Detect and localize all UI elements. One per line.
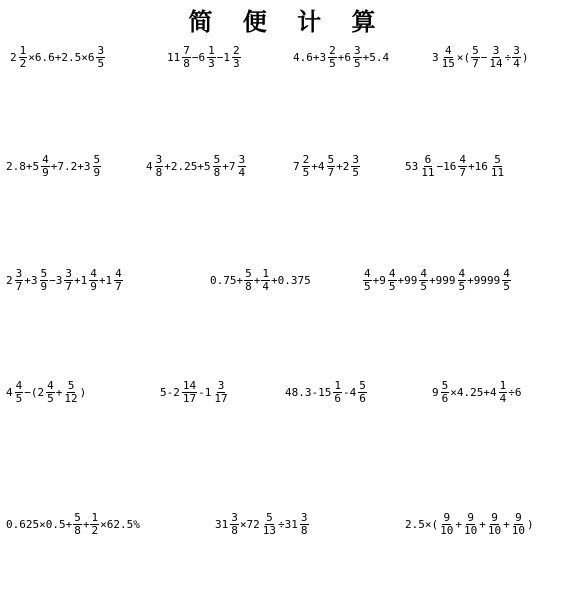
fraction-numerator: 1 [334,379,341,392]
fraction-numerator: 3 [65,267,72,280]
fraction-numerator: 4 [42,153,49,166]
fraction [333,380,342,405]
operator-text: ÷ [504,51,512,64]
fraction-numerator: 2 [329,44,336,57]
whole-number: 5 [32,160,40,173]
whole-number: 9999 [473,274,501,287]
whole-number: 3 [432,51,439,64]
fraction-denominator: 5 [458,280,466,293]
whole-number: 4 [6,386,13,399]
whole-number: 7 [293,160,300,173]
fraction-numerator: 5 [74,511,81,524]
operator-text: + [74,274,81,287]
fraction-denominator: 12 [64,392,78,405]
fraction-numerator: 4 [115,267,122,280]
fraction-numerator: 7 [183,44,190,57]
fraction [46,380,55,405]
fraction [302,154,311,179]
fraction [502,268,511,293]
operator-text: + [467,274,474,287]
fraction-denominator: 2 [19,57,27,70]
fraction [213,154,222,179]
fraction-denominator: 8 [74,524,81,537]
operator-text: + [82,518,90,531]
operator-text: − [191,51,199,64]
fraction-numerator: 5 [266,511,273,524]
operator-text: + [55,386,63,399]
operator-text: + [336,160,343,173]
fraction-numerator: 1 [91,511,99,524]
fraction-denominator: 7 [327,166,335,179]
fraction [213,380,228,405]
operator-text: + [455,518,462,531]
whole-number: 99 [404,274,418,287]
fraction-denominator: 7 [115,280,122,293]
fraction-numerator: 3 [354,44,361,57]
fraction [155,154,164,179]
fraction-denominator: 6 [334,392,341,405]
fraction-denominator: 9 [90,280,97,293]
fraction [351,154,360,179]
fraction [419,268,428,293]
operator-text: + [372,274,380,287]
operator-text: 5- [160,386,174,399]
problem-expression [6,154,102,179]
fraction-numerator: 4 [364,267,371,280]
whole-number: 53 [405,160,419,173]
fraction-denominator: 8 [213,166,221,179]
whole-number: 999 [435,274,456,287]
fraction-denominator: 6 [359,392,366,405]
problem-expression [215,512,310,537]
fraction [232,45,241,70]
fraction-denominator: 6 [441,392,449,405]
operator-text: + [311,160,318,173]
fraction [244,268,253,293]
operator-text: ×( [456,51,471,64]
operator-text: ÷ [278,518,285,531]
fraction-numerator: 14 [182,379,197,392]
fraction-denominator: 8 [183,57,190,70]
fraction-numerator: 5 [67,379,75,392]
fraction-denominator: 5 [302,166,310,179]
operator-text: − [436,160,444,173]
fraction-denominator: 3 [208,57,215,70]
whole-number: 11 [167,51,181,64]
operator-text: + [98,274,106,287]
problem-expression [405,154,506,179]
operator-text: +2.25+ [164,160,204,173]
fraction-numerator: 5 [472,44,479,57]
fraction-numerator: 9 [467,511,474,524]
whole-number: 72 [246,518,260,531]
operator-text: ×4.25+ [450,386,490,399]
fraction-numerator: 4 [15,379,23,392]
fraction [471,45,480,70]
fraction-denominator: 8 [245,280,252,293]
fraction-numerator: 3 [492,44,500,57]
operator-text: 2.5×( [405,518,439,531]
fraction [439,512,454,537]
fraction-numerator: 4 [420,267,427,280]
fraction-numerator: 5 [93,153,101,166]
fraction [207,45,216,70]
problem-expression [10,45,106,70]
fraction-numerator: 2 [302,153,310,166]
fraction [463,512,478,537]
operator-text: + [253,274,261,287]
fraction-denominator: 5 [388,280,396,293]
whole-number: 7 [228,160,236,173]
operator-text: −( [24,386,38,399]
problem-expression [285,380,368,405]
fraction [511,512,526,537]
fraction-numerator: 5 [327,153,335,166]
operator-text: − [480,51,488,64]
problem-expression [432,380,522,405]
fraction-denominator: 11 [421,166,435,179]
fraction [512,45,521,70]
fraction-numerator: 5 [245,267,252,280]
fraction-denominator: 11 [490,166,505,179]
fraction-denominator: 10 [487,524,502,537]
operator-text: + [503,518,510,531]
whole-number: 1 [105,274,113,287]
problem-expression [405,512,534,537]
problem-expression [210,268,311,293]
fraction-denominator: 9 [40,280,48,293]
fraction-denominator: 7 [472,57,479,70]
fraction-denominator: 8 [300,524,308,537]
whole-number: 4 [490,386,497,399]
fraction [358,380,367,405]
whole-number: 1 [204,386,212,399]
fraction-numerator: 5 [359,379,366,392]
fraction [182,45,191,70]
fraction-denominator: 4 [262,280,269,293]
fraction-denominator: 5 [97,57,105,70]
fraction-numerator: 4 [444,44,452,57]
operator-text: +7.2+ [50,160,84,173]
operator-text: + [479,518,486,531]
fraction [89,268,98,293]
problem-expression [6,268,124,293]
fraction [73,512,82,537]
fraction [499,380,508,405]
whole-number: 2 [37,386,45,399]
operator-text: × [239,518,247,531]
fraction [441,45,456,70]
whole-number: 6 [198,51,206,64]
fraction [458,268,467,293]
fraction [363,268,372,293]
problem-expression [362,268,512,293]
whole-number: 2 [10,51,17,64]
fraction-denominator: 2 [91,524,99,537]
fraction [420,154,435,179]
fraction-denominator: 10 [464,524,478,537]
fraction [458,154,467,179]
fraction-numerator: 3 [513,44,520,57]
fraction-denominator: 10 [511,524,525,537]
fraction-denominator: 5 [329,57,336,70]
fraction [41,154,50,179]
fraction-numerator: 3 [15,267,23,280]
whole-number: 5 [204,160,211,173]
fraction [40,268,49,293]
problem-expression [432,45,529,70]
fraction-numerator: 2 [233,44,240,57]
fraction-numerator: 4 [90,267,97,280]
operator-text: +5.4 [362,51,390,64]
fraction-denominator: 5 [352,166,359,179]
fraction-denominator: 8 [231,524,238,537]
whole-number: 9 [432,386,439,399]
fraction [388,268,397,293]
fraction [490,154,505,179]
fraction-denominator: 17 [182,392,197,405]
fraction [327,154,336,179]
fraction-denominator: 15 [441,57,455,70]
fraction-numerator: 3 [97,44,105,57]
fraction-numerator: 4 [458,267,466,280]
fraction [441,380,450,405]
fraction-numerator: 1 [208,44,215,57]
whole-number: 3 [30,274,38,287]
fraction [262,512,277,537]
whole-number: 3 [55,274,63,287]
whole-number: 16 [474,160,488,173]
operator-text: + [24,274,31,287]
fraction-denominator: 7 [459,166,466,179]
operator-text: ×6.6+2.5× [28,51,88,64]
fraction-numerator: 3 [352,153,359,166]
whole-number: 4 [317,160,325,173]
fraction [19,45,28,70]
fraction-numerator: 3 [231,511,238,524]
fraction-numerator: 9 [491,511,498,524]
problem-expression [6,380,86,405]
fraction [64,268,73,293]
whole-number: 31 [284,518,298,531]
problem-expression [160,380,230,405]
fraction [353,45,362,70]
fraction-denominator: 14 [489,57,503,70]
whole-number: 2 [173,386,180,399]
fraction-numerator: 3 [155,153,163,166]
page-title: 简 便 计 算 [188,7,387,36]
operator-text: 2.8+ [6,160,33,173]
fraction-denominator: 5 [15,392,23,405]
problem-expression [6,512,140,537]
fraction [63,380,78,405]
whole-number: 3 [83,160,91,173]
operator-text: 0.75+ [210,274,244,287]
fraction-numerator: 4 [47,379,54,392]
fraction [487,512,502,537]
fraction [488,45,503,70]
fraction [15,268,24,293]
fraction-denominator: 5 [503,280,510,293]
fraction [90,512,99,537]
fraction-numerator: 1 [262,267,269,280]
operator-text: 0.625×0.5+ [6,518,73,531]
whole-number: 6 [87,51,95,64]
operator-text: 4.6+ [293,51,320,64]
operator-text: ) [79,386,87,399]
fraction-denominator: 5 [354,57,361,70]
operator-text: + [337,51,345,64]
whole-number: 2 [342,160,350,173]
fraction [238,154,247,179]
fraction-denominator: 5 [420,280,427,293]
operator-text: - [198,386,205,399]
fraction [182,380,197,405]
operator-text: + [397,274,405,287]
fraction-numerator: 9 [515,511,522,524]
fraction-numerator: 3 [217,379,225,392]
fraction-denominator: 4 [499,392,507,405]
fraction-numerator: 5 [213,153,221,166]
whole-number: 4 [349,386,357,399]
fraction-denominator: 9 [42,166,49,179]
whole-number: 3 [319,51,327,64]
fraction-denominator: 5 [364,280,371,293]
problem-expression [293,45,389,70]
operator-text: ÷6 [508,386,522,399]
fraction [15,380,24,405]
whole-number: 1 [223,51,230,64]
fraction-denominator: 8 [155,166,163,179]
operator-text: + [222,160,229,173]
operator-text: + [468,160,475,173]
fraction-numerator: 1 [499,379,507,392]
fraction-numerator: 4 [388,267,396,280]
fraction-numerator: 5 [494,153,501,166]
fraction-denominator: 17 [214,392,228,405]
fraction-numerator: 4 [503,267,510,280]
fraction [96,45,105,70]
fraction-denominator: 3 [233,57,240,70]
fraction [230,512,239,537]
fraction-denominator: 13 [262,524,276,537]
whole-number: 2 [6,274,13,287]
fraction [261,268,270,293]
whole-number: 15 [318,386,332,399]
operator-text: - [343,386,350,399]
whole-number: 16 [443,160,457,173]
fraction [300,512,309,537]
fraction-denominator: 7 [15,280,23,293]
whole-number: 4 [146,160,153,173]
fraction [114,268,123,293]
operator-text: ) [521,51,529,64]
fraction-denominator: 5 [47,392,54,405]
problem-expression [146,154,247,179]
problem-expression [293,154,361,179]
fraction-numerator: 4 [459,153,466,166]
fraction-denominator: 4 [238,166,246,179]
whole-number: 6 [344,51,351,64]
fraction-denominator: 7 [65,280,72,293]
whole-number: 31 [215,518,229,531]
fraction-denominator: 4 [513,57,520,70]
whole-number: 9 [379,274,386,287]
whole-number: 1 [80,274,88,287]
operator-text: − [49,274,56,287]
operator-text: 48.3- [285,386,319,399]
fraction-denominator: 10 [440,524,454,537]
operator-text: +0.375 [271,274,311,287]
operator-text: − [216,51,224,64]
operator-text: + [429,274,436,287]
fraction-numerator: 5 [40,267,48,280]
fraction-numerator: 3 [238,153,246,166]
fraction-numerator: 5 [441,379,449,392]
fraction [328,45,337,70]
operator-text: ×62.5% [100,518,140,531]
fraction [93,154,102,179]
operator-text: ) [527,518,534,531]
problem-expression [167,45,242,70]
fraction-denominator: 9 [93,166,101,179]
fraction-numerator: 6 [424,153,432,166]
fraction-numerator: 9 [443,511,451,524]
fraction-numerator: 1 [19,44,27,57]
fraction-numerator: 3 [300,511,308,524]
